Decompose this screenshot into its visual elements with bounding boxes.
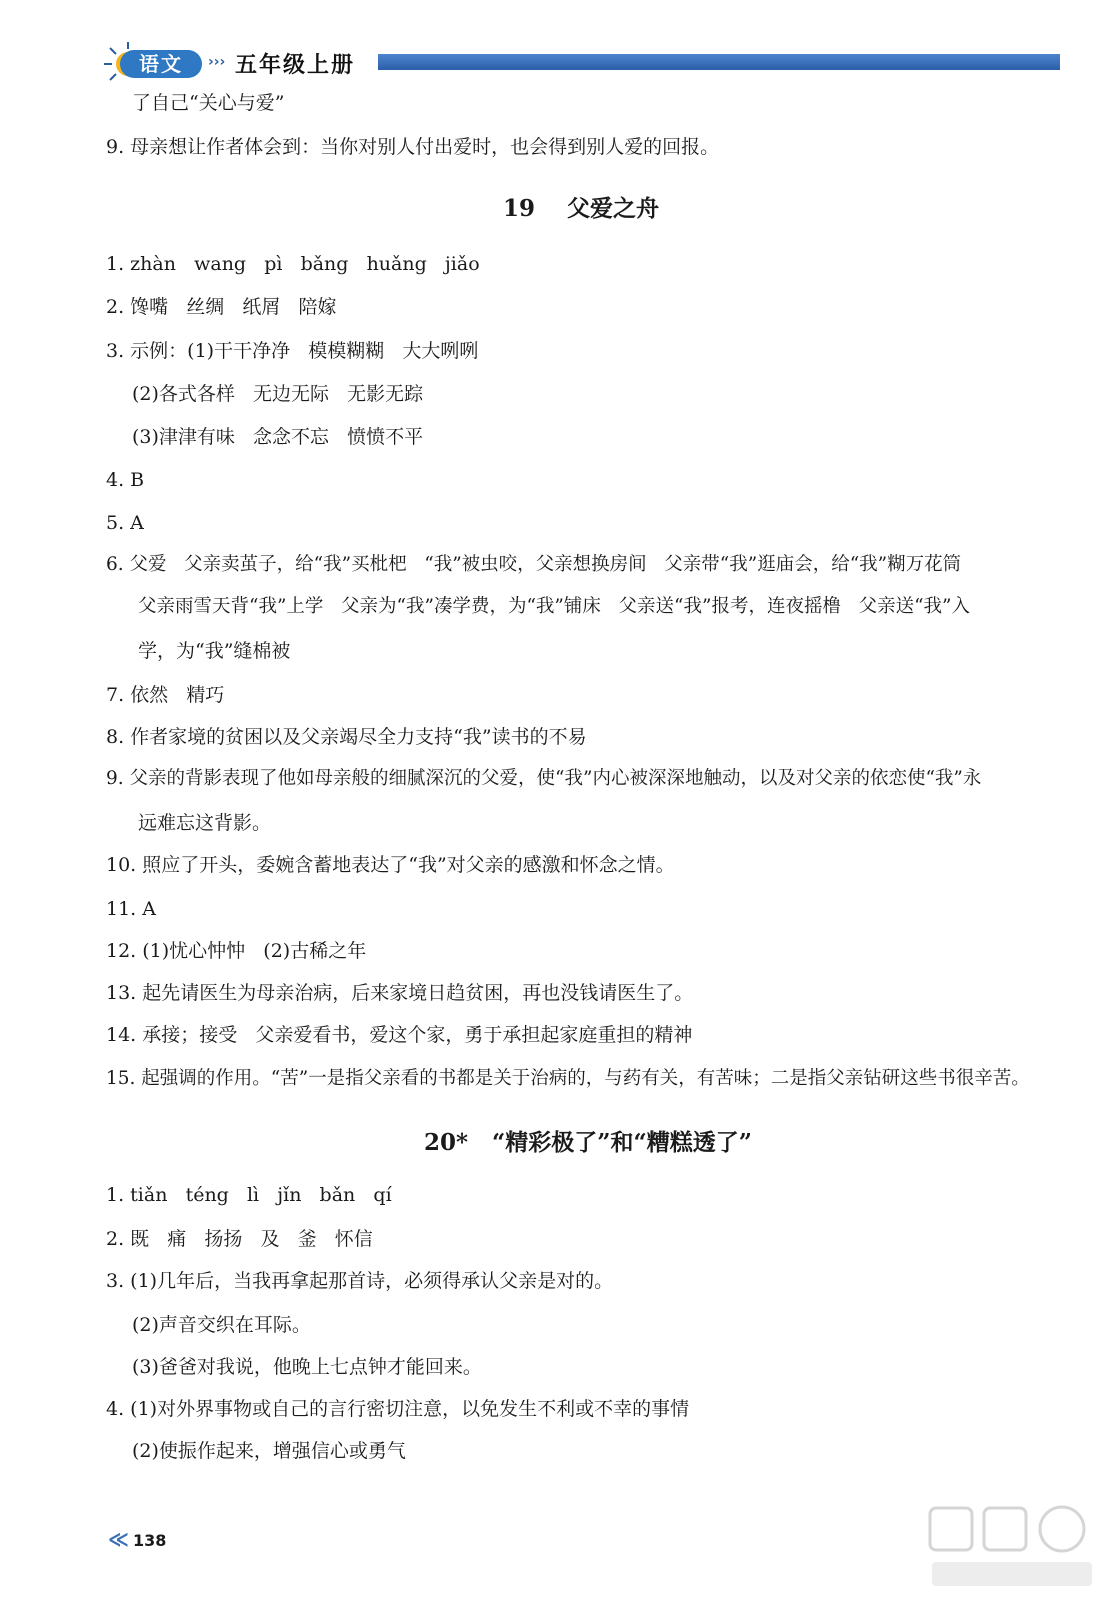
answer-line: 8. 作者家境的贫困以及父亲竭尽全力支持“我”读书的不易 bbox=[106, 726, 587, 748]
section-title: 20* “精彩极了”和“糟糕透了” bbox=[424, 1129, 752, 1156]
answer-line: 1. tiǎn téng lì jǐn bǎn qí bbox=[106, 1184, 392, 1206]
answer-line: (2)声音交织在耳际。 bbox=[132, 1314, 311, 1336]
answer-line: 14. 承接；接受 父亲爱看书，爱这个家，勇于承担起家庭重担的精神 bbox=[106, 1024, 693, 1046]
answer-line: 13. 起先请医生为母亲治病，后来家境日趋贫困，再也没钱请医生了。 bbox=[106, 982, 694, 1004]
answer-line: 9. 父亲的背影表现了他如母亲般的细腻深沉的父爱，使“我”内心被深深地触动，以及对父亲的依恋使“我”永 bbox=[106, 768, 982, 789]
page-header bbox=[100, 40, 1060, 86]
answer-line: (2)各式各样 无边无际 无影无踪 bbox=[132, 383, 424, 405]
answer-line: 远难忘这背影。 bbox=[138, 812, 272, 834]
answer-line: 7. 依然 精巧 bbox=[106, 684, 225, 706]
header-arrows: ››› bbox=[208, 54, 226, 70]
answer-line: 5. A bbox=[106, 512, 144, 534]
answer-line: 3. 示例：(1)干干净净 模模糊糊 大大咧咧 bbox=[106, 340, 479, 362]
answer-line: 1. zhàn wang pì bǎng huǎng jiǎo bbox=[106, 253, 480, 275]
page-number-text: 138 bbox=[132, 1531, 167, 1550]
grade-label: 五年级上册 bbox=[235, 53, 356, 78]
answer-line: 2. 馋嘴 丝绸 纸屑 陪嫁 bbox=[106, 296, 337, 318]
answer-line: 11. A bbox=[106, 898, 156, 920]
section-title: 19 父爱之舟 bbox=[503, 195, 660, 222]
header-bar bbox=[378, 54, 1060, 70]
answer-line: 12. (1)忧心忡忡 (2)古稀之年 bbox=[106, 940, 367, 962]
page-number bbox=[108, 1527, 166, 1551]
answer-line: 学，为“我”缝棉被 bbox=[138, 640, 291, 662]
answer-line: (3)爸爸对我说，他晚上七点钟才能回来。 bbox=[132, 1356, 482, 1378]
answer-line: 2. 既 痛 扬扬 及 釜 怀信 bbox=[106, 1228, 373, 1250]
answer-line: 父亲雨雪天背“我”上学 父亲为“我”凑学费，为“我”铺床 父亲送“我”报考，连夜摇橹 父亲送“我”入 bbox=[138, 596, 971, 617]
answer-line: 4. B bbox=[106, 469, 145, 491]
answer-line: (3)津津有味 念念不忘 愤愤不平 bbox=[132, 426, 424, 448]
answer-line: 15. 起强调的作用。“苦”一是指父亲看的书都是关于治病的，与药有关，有苦味；二是指父亲钻研这些书很辛苦。 bbox=[106, 1068, 1030, 1089]
answer-line: 了自己“关心与爱” bbox=[132, 92, 285, 114]
answer-line: 3. (1)几年后，当我再拿起那首诗，必须得承认父亲是对的。 bbox=[106, 1270, 614, 1292]
answer-line: (2)使振作起来，增强信心或勇气 bbox=[132, 1440, 406, 1462]
watermark-logo bbox=[922, 1500, 1102, 1595]
answer-line: 10. 照应了开头，委婉含蓄地表达了“我”对父亲的感激和怀念之情。 bbox=[106, 854, 675, 876]
chevron-left-icon: ≪ bbox=[108, 1527, 129, 1551]
answer-line: 4. (1)对外界事物或自己的言行密切注意，以免发生不利或不幸的事情 bbox=[106, 1398, 690, 1420]
answer-line: 6. 父爱 父亲卖茧子，给“我”买枇杷 “我”被虫咬，父亲想换房间 父亲带“我”逛庙会，给“我”糊万花筒 bbox=[106, 554, 962, 575]
subject-badge: 语文 bbox=[120, 50, 202, 78]
answer-line: 9. 母亲想让作者体会到：当你对别人付出爱时，也会得到别人爱的回报。 bbox=[106, 136, 720, 158]
